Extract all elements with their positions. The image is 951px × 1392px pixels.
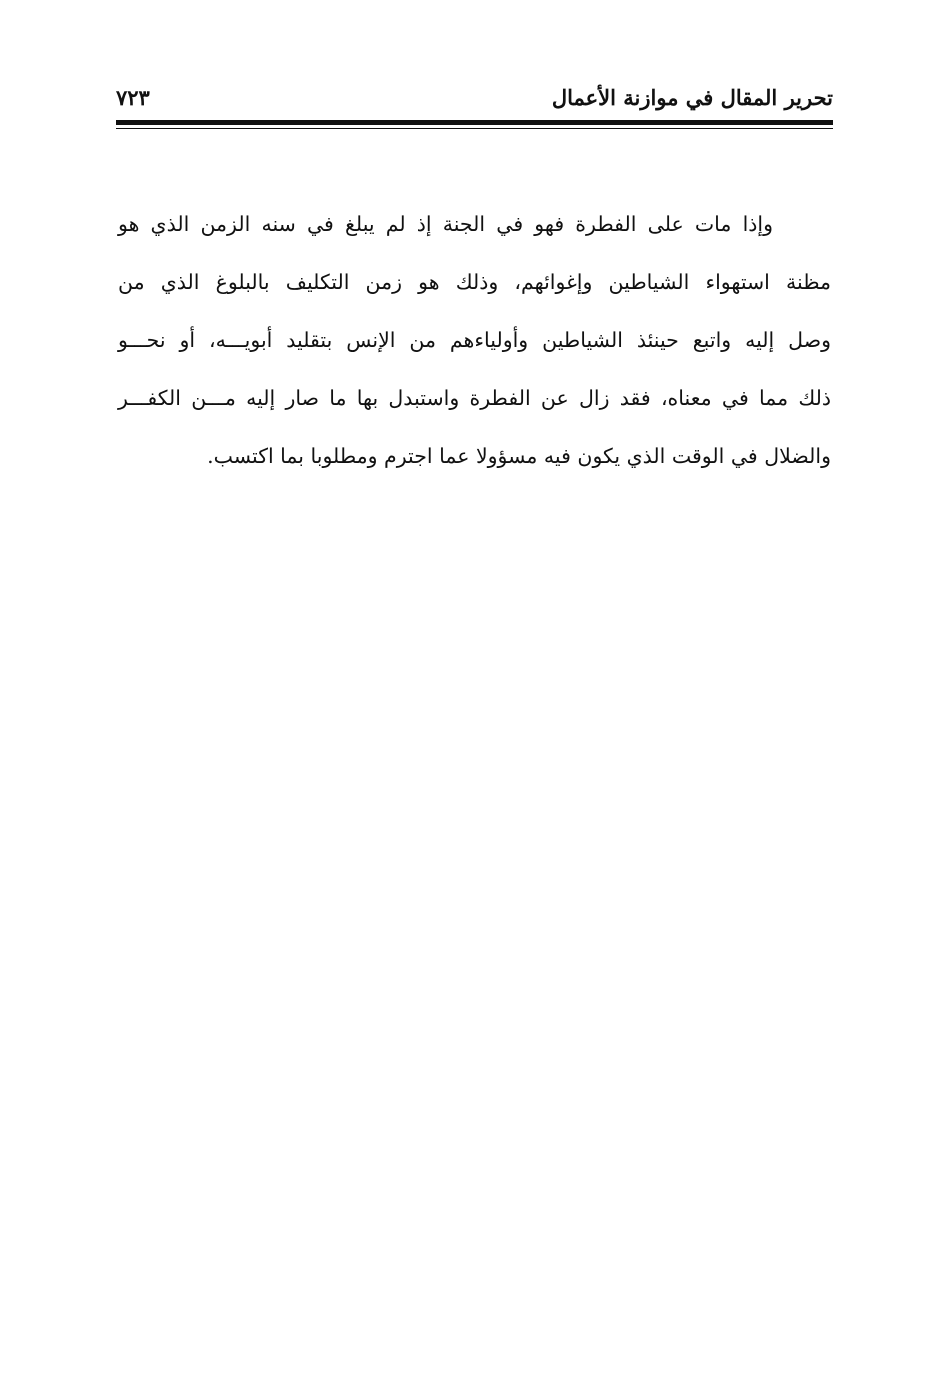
header-rule-thin [116,128,833,129]
text-line: مظنة استهواء الشياطين وإغوائهم، وذلك هو زمن التكليف بالبلوغ الذي من [118,270,831,294]
body-paragraph [118,202,831,492]
running-title: تحرير المقال في موازنة الأعمال [551,85,833,110]
text-line: وإذا مات على الفطرة فهو في الجنة إذ لم يبلغ في سنه الزمن الذي هو [118,212,773,236]
header-rule-thick [116,120,833,125]
page-number: ٧٢٣ [116,85,150,110]
text-line: وصل إليه واتبع حينئذ الشياطين وأولياءهم من الإنس بتقليد أبويـــه، أو نحـــو [118,328,831,352]
text-line: والضلال في الوقت الذي يكون فيه مسؤولا عما اجترم ومطلوبا بما اكتسب. [207,444,831,468]
text-line: ذلك مما في معناه، فقد زال عن الفطرة واستبدل بها ما صار إليه مـــن الكفـــر [118,386,831,410]
page-header [116,78,833,118]
